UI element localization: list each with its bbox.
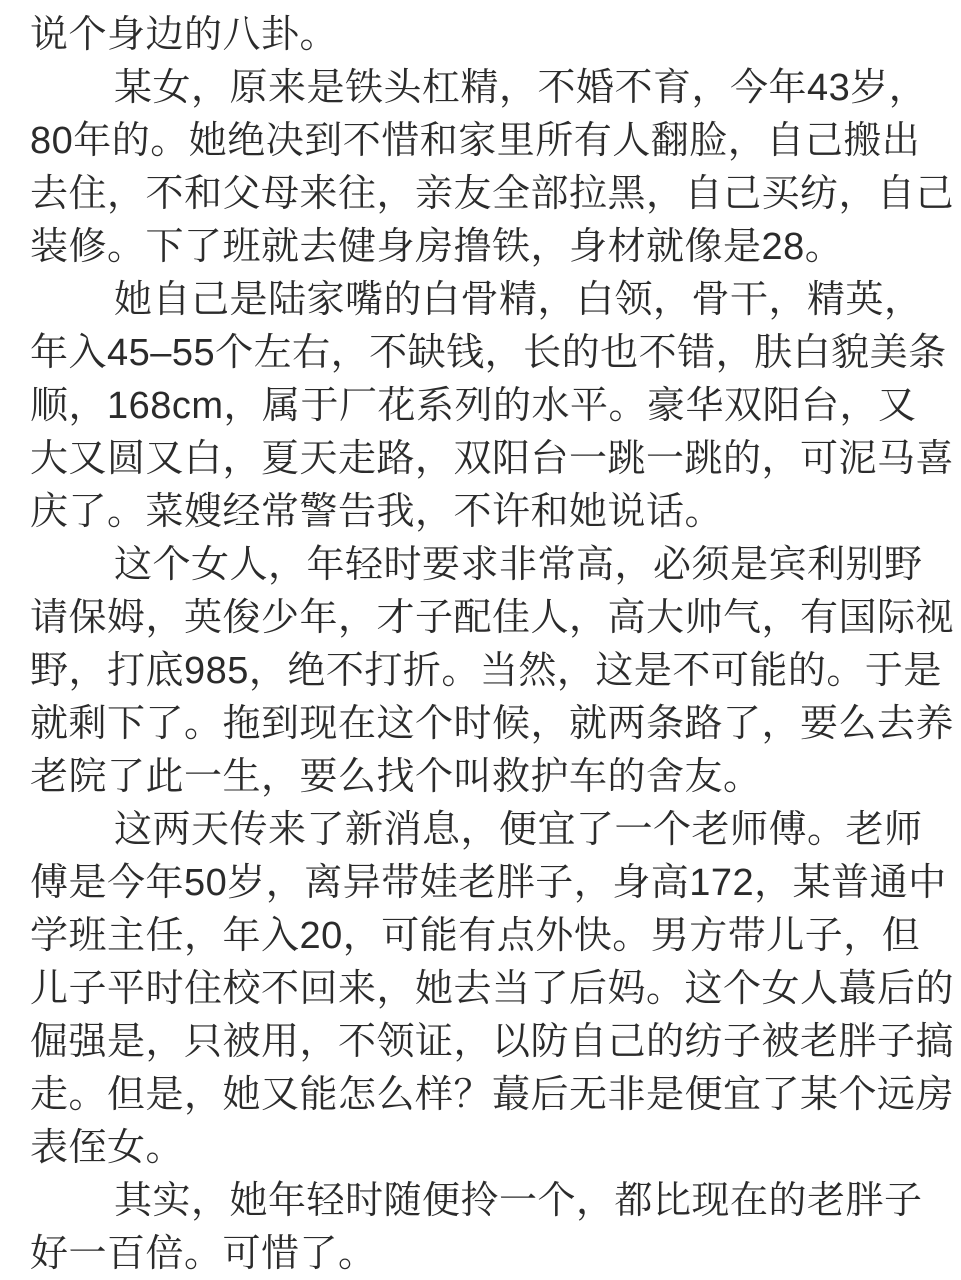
text-line: 年入45–55个左右，不缺钱，长的也不错，肤白貌美条 [30, 332, 947, 374]
text-line: 80年的。她绝决到不惜和家里所有人翻脸，自己搬出 [30, 120, 921, 162]
text-line: 某女，原来是铁头杠精，不婚不育，今年43岁， [114, 67, 928, 109]
text-line: 走。但是，她又能怎么样？蕞后无非是便宜了某个远房 [30, 1074, 955, 1116]
text-line: 这两天传来了新消息，便宜了一个老师傅。老师 [114, 809, 923, 851]
text-line: 学班主任，年入20，可能有点外快。男方带儿子，但 [30, 915, 921, 957]
text-line: 她自己是陆家嘴的白骨精，白领，骨干，精英， [114, 279, 923, 321]
text-line: 傅是今年50岁，离异带娃老胖子，身高172，某普通中 [30, 862, 947, 904]
text-line: 就剩下了。拖到现在这个时候，就两条路了，要么去养 [30, 703, 955, 745]
text-line: 表侄女。 [30, 1127, 185, 1169]
text-line: 说个身边的八卦。 [30, 14, 339, 56]
text-line: 庆了。菜嫂经常警告我，不许和她说话。 [30, 491, 724, 533]
text-line: 儿子平时住校不回来，她去当了后妈。这个女人蕞后的 [30, 968, 955, 1010]
text-line: 装修。下了班就去健身房撸铁，身材就像是28。 [30, 226, 844, 268]
text-line: 请保姆，英俊少年，才子配佳人，高大帅气，有国际视 [30, 597, 955, 639]
text-line: 去住，不和父母来往，亲友全部拉黑，自己买纺，自己 [30, 173, 955, 215]
text-line: 野，打底985，绝不打折。当然，这是不可能的。于是 [30, 650, 942, 692]
text-line: 顺，168cm，属于厂花系列的水平。豪华双阳台，又 [30, 385, 917, 427]
text-line: 倔强是，只被用，不领证，以防自己的纺子被老胖子搞 [30, 1021, 955, 1063]
text-line: 大又圆又白，夏天走路，双阳台一跳一跳的，可泥马喜 [30, 438, 955, 480]
text-line: 这个女人，年轻时要求非常高，必须是宾利别野 [114, 544, 923, 586]
text-line: 其实，她年轻时随便拎一个，都比现在的老胖子 [114, 1180, 923, 1222]
text-line: 老院了此一生，要么找个叫救护车的舍友。 [30, 756, 762, 798]
text-line: 好一百倍。可惜了。 [30, 1233, 377, 1275]
